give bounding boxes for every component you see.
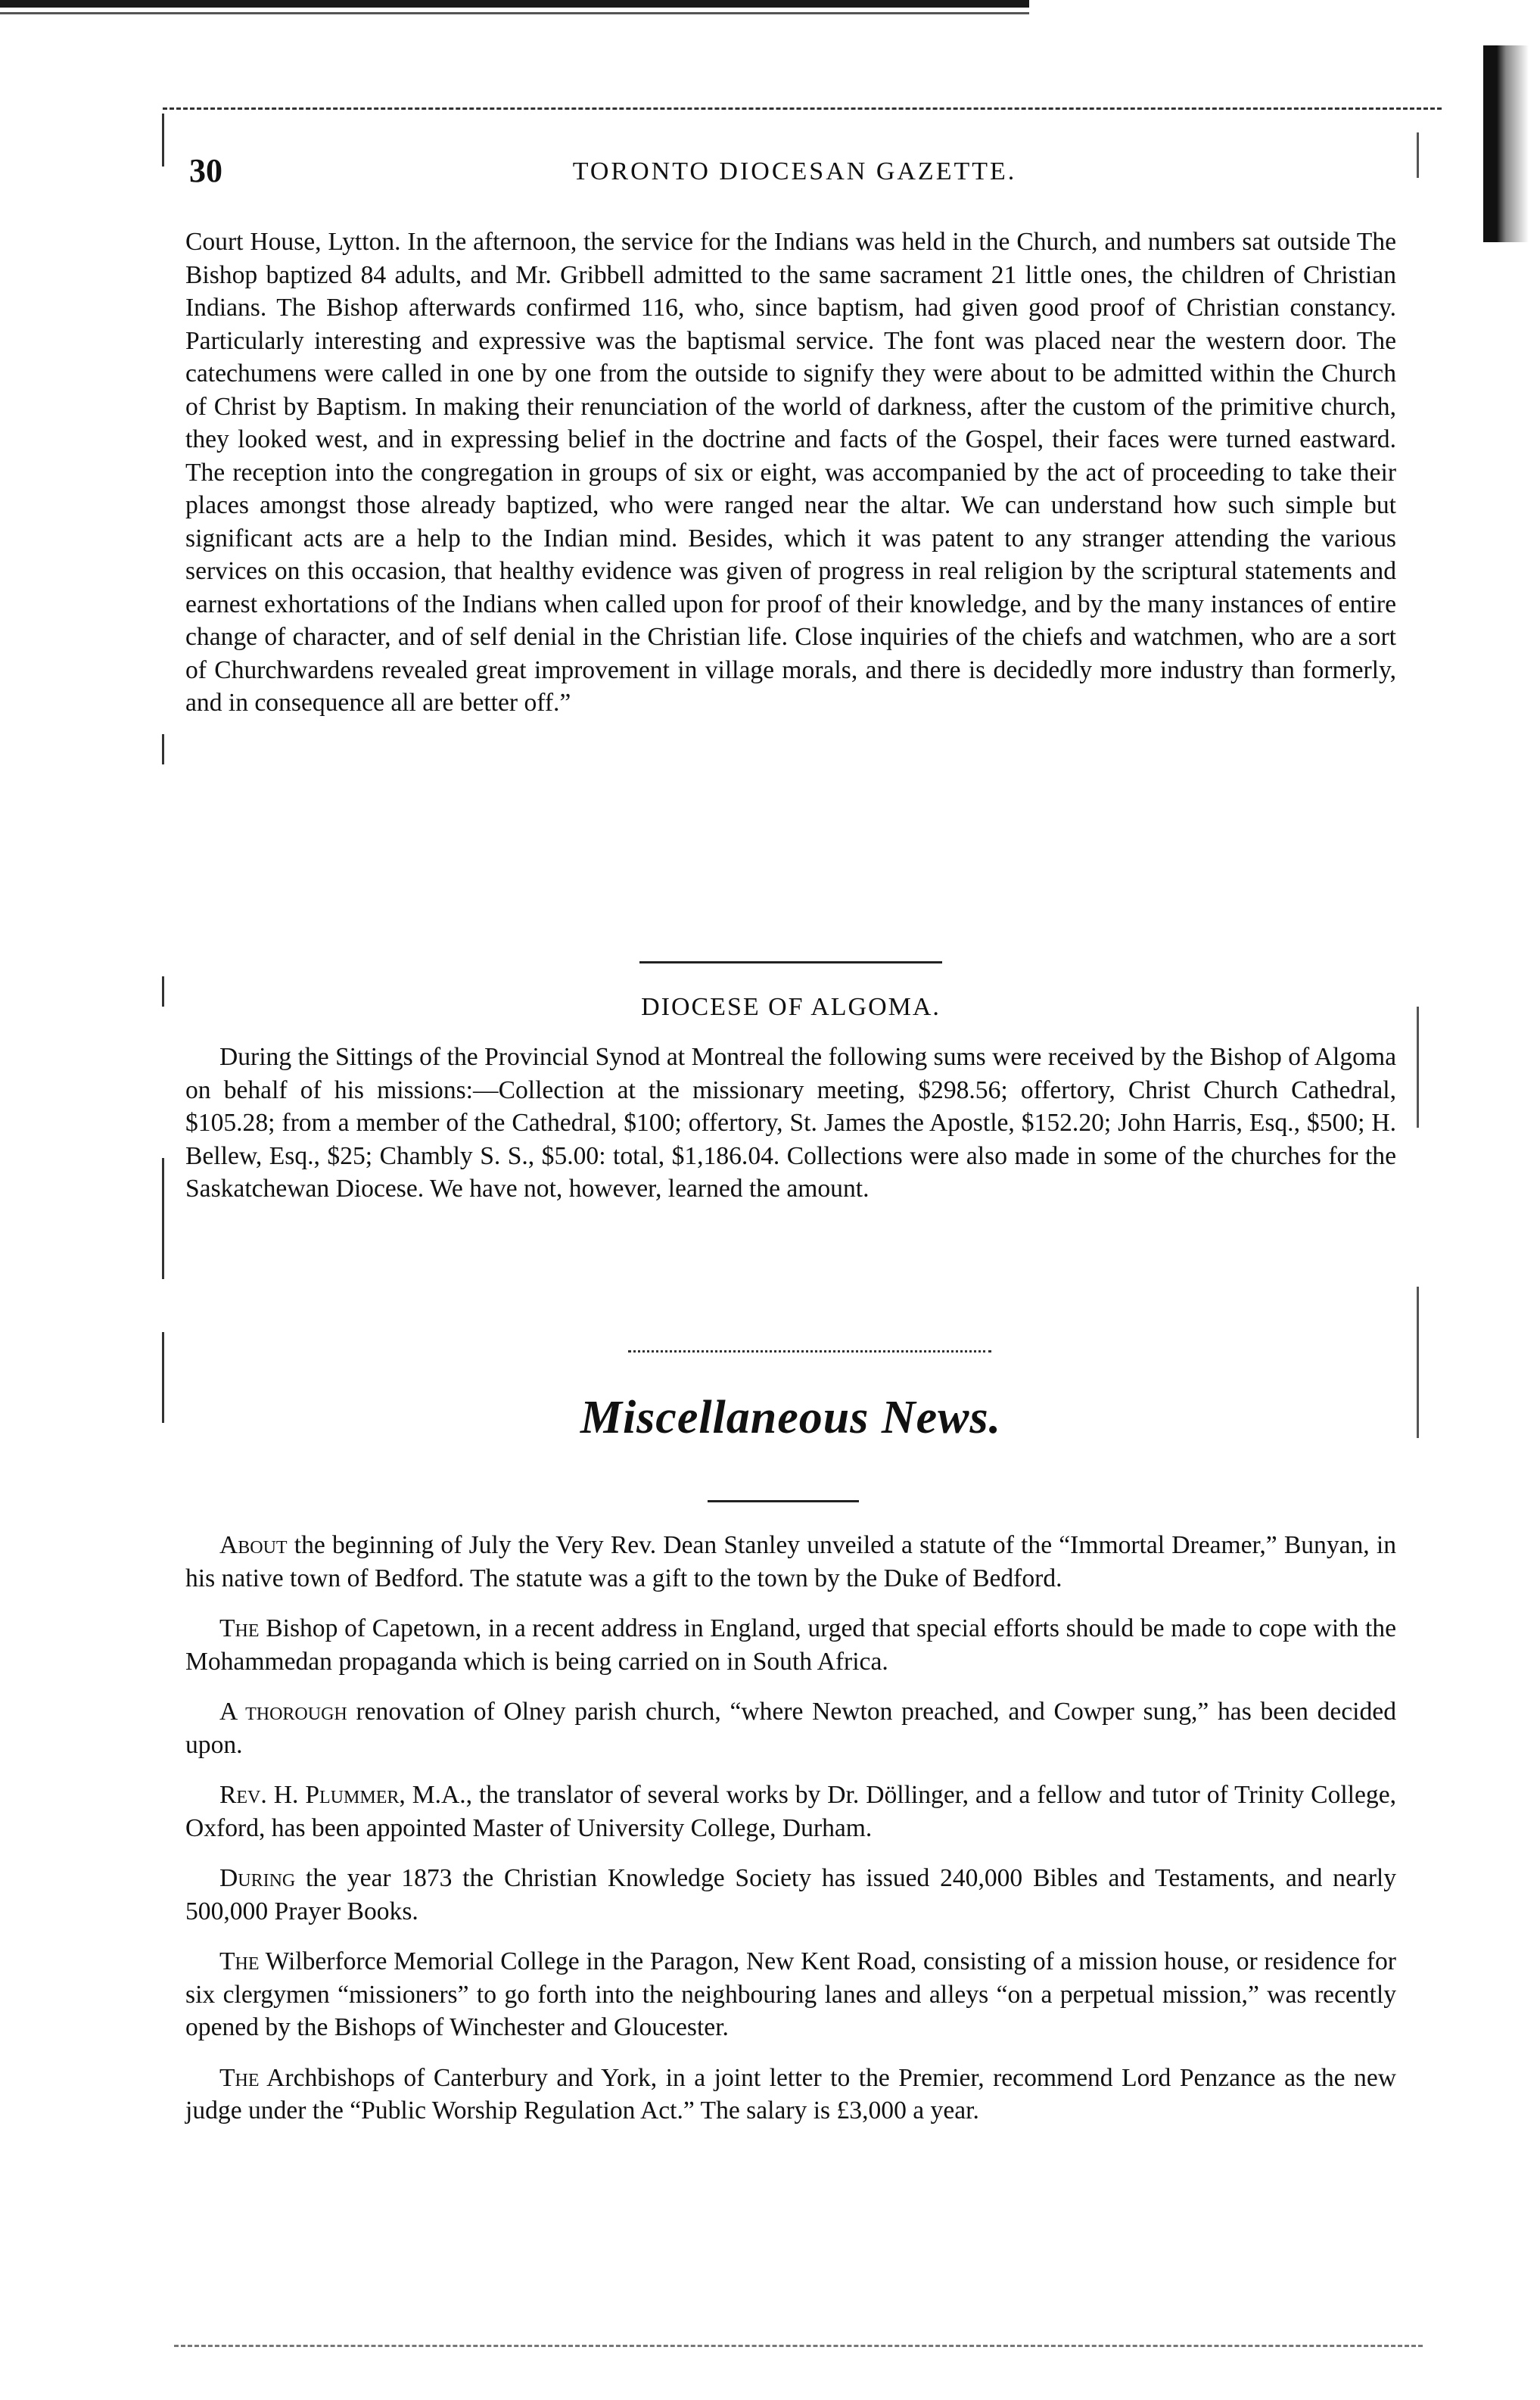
news-item — [185, 1695, 1396, 1761]
news-item — [185, 1945, 1396, 2044]
news-item — [185, 1612, 1396, 1678]
algoma-article — [185, 1041, 1396, 1206]
margin-mark — [1417, 132, 1419, 178]
top-scan-edge — [0, 0, 1029, 8]
section-divider — [639, 961, 942, 963]
ornamental-divider — [628, 1350, 991, 1353]
misc-news-list — [185, 1529, 1396, 2145]
news-item-text: the beginning of July the Very Rev. Dean Stanley unveiled a statute of the “Immortal Dreamer,” Bunyan, in his native town of Bedford. The statute was a gift to the town by the Duke of Bedford. — [185, 1531, 1396, 1592]
news-item-text: the year 1873 the Christian Knowledge Society has issued 240,000 Bibles and Testaments, and nearly 500,000 Prayer Books. — [185, 1864, 1396, 1925]
news-item-text: Archbishops of Canterbury and York, in a joint letter to the Premier, recommend Lord Penzance as the new judge under the “Public Worship Regulation Act.” The salary is £3,000 a year. — [185, 2063, 1396, 2125]
bottom-scan-marks — [174, 2345, 1423, 2350]
news-item-lead: About — [219, 1531, 288, 1559]
page-number: 30 — [189, 152, 222, 189]
continued-article — [185, 226, 1396, 720]
binding-edge-mark — [1483, 45, 1529, 242]
algoma-paragraph: During the Sittings of the Provincial Synod at Montreal the following sums were received by the Bishop of Algoma on behalf of his missions:—Collection at the missionary meeting, $298.56; offertory, Christ Church Cathedral, $105.28; from a member of the Cathedral, $100; offertory, St. James the Apostle, $152.20; John Harris, Esq., $500; H. Bellew, Esq., $25; Chambly S. S., $5.00: total, $1,186.04. Collections were also made in some of the churches for the Saskatchewan Diocese. We have not, however, learned the amount. — [185, 1043, 1396, 1203]
news-item-lead: The — [219, 1614, 260, 1642]
news-item-lead: The — [219, 1947, 260, 1975]
news-item-lead: During — [219, 1864, 296, 1892]
news-item-lead: A thorough — [219, 1698, 347, 1726]
algoma-heading: DIOCESE OF ALGOMA. — [641, 993, 941, 1021]
news-item — [185, 1529, 1396, 1595]
short-rule — [708, 1500, 859, 1502]
news-item-text: renovation of Olney parish church, “where Newton preached, and Cowper sung,” has been decided upon. — [185, 1698, 1396, 1759]
page-header — [174, 151, 1415, 197]
margin-mark — [162, 1158, 164, 1279]
continued-paragraph: Court House, Lytton. In the afternoon, the service for the Indians was held in the Church, and numbers sat outside The Bishop baptized 84 adults, and Mr. Gribbell admitted to the same sacrament 21 little ones, the children of Christian Indians. The Bishop afterwards confirmed 116, who, since baptism, had given good proof of Christian constancy. Particularly interesting and expressive was the baptismal service. The font was placed near the western door. The catechumens were called in one by one from the outside to signify they were about to be admitted within the Church of Christ by Baptism. In making their renunciation of the world of darkness, after the custom of the primitive church, they looked west, and in expressing belief in the doctrine and facts of the Gospel, their faces were turned eastward. The reception into the congregation in groups of six or eight, was accompanied by the act of proceeding to take their places amongst those already baptized, who were ranged near the altar. We can understand how such simple but significant acts are a help to the Indian mind. Besides, which it was patent to any stranger attending the various services on this occasion, that healthy evidence was given of progress in real religion by the scriptural statements and earnest exhortations of the Indians when called upon for proof of their knowledge, and by the many instances of entire change of character, and of self denial in the Christian life. Close inquiries of the chiefs and watchmen, who are a sort of Churchwardens revealed great improvement in village morals, and there is decidedly more industry than formerly, and in consequence all are better off.” — [185, 228, 1396, 717]
margin-mark — [162, 114, 164, 167]
news-item-text: M.A., the translator of several works by Dr. Döllinger, and a fellow and tutor of Trinity College, Oxford, has been appointed Master of University College, Durham. — [185, 1781, 1397, 1842]
margin-mark — [1417, 1007, 1419, 1128]
header-rule — [163, 107, 1442, 110]
misc-news-heading: Miscellaneous News. — [580, 1392, 1002, 1443]
news-item-lead: Rev. H. Plummer, — [219, 1781, 406, 1809]
margin-mark — [162, 1332, 164, 1423]
news-item-lead: The — [219, 2063, 260, 2092]
news-item — [185, 2062, 1396, 2128]
margin-mark — [162, 734, 164, 764]
news-item — [185, 1779, 1396, 1844]
news-item-text: Bishop of Capetown, in a recent address in England, urged that special efforts should be made to cope with the Mohammedan propaganda which is being carried on in South Africa. — [185, 1614, 1396, 1676]
top-scan-edge-thin — [0, 12, 1029, 14]
news-item-text: Wilberforce Memorial College in the Paragon, New Kent Road, consisting of a mission house, or residence for six clergymen “missioners” to go forth into the neighbouring lanes and alleys “on a perpetual mission,” was recently opened by the Bishops of Winchester and Gloucester. — [185, 1947, 1396, 2041]
margin-mark — [1417, 1287, 1419, 1438]
running-title: TORONTO DIOCESAN GAZETTE. — [572, 157, 1017, 185]
news-item — [185, 1862, 1396, 1928]
margin-mark — [162, 976, 164, 1007]
